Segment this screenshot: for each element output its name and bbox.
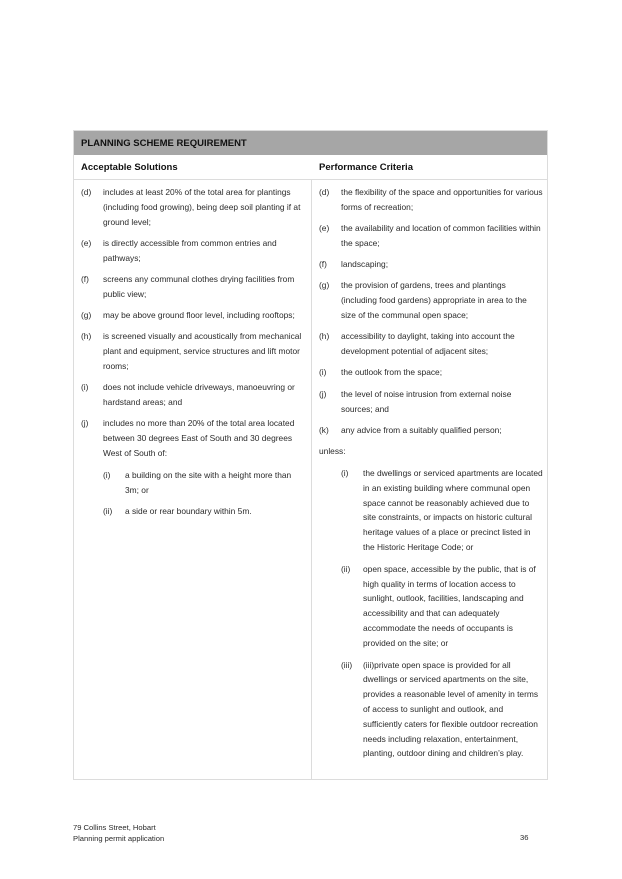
item-label: (ii) — [341, 563, 351, 574]
column-headers — [74, 155, 547, 180]
item-label: (j) — [81, 418, 89, 429]
item-label: (iii) — [341, 659, 353, 670]
table-header: PLANNING SCHEME REQUIREMENT — [74, 131, 547, 155]
acceptable-solutions-column — [81, 185, 304, 526]
performance-criteria-item — [319, 278, 543, 322]
item-text: the outlook from the space; — [341, 367, 443, 378]
item-label: (g) — [319, 280, 330, 291]
item-label: (d) — [81, 187, 92, 197]
performance-criteria-item — [319, 387, 543, 417]
acceptable-solution-subitem — [103, 468, 304, 498]
item-text: (iii)private open space is provided for all dwellings or serviced apartments on the site, provides a reasonable level of amenity in terms of access to sunlight and outlook, and sufficiently caters for flexible outdoor recreation needs including relaxation, entertainment, planting, outdoor dining and children’s play. — [363, 659, 539, 759]
page-number: 36 — [520, 833, 529, 842]
performance-criteria-subitem — [341, 562, 543, 651]
unless-text: unless: — [319, 446, 346, 457]
item-label: (j) — [319, 388, 327, 399]
item-text: may be above ground floor level, including rooftops; — [103, 310, 295, 321]
item-label: (f) — [81, 273, 89, 284]
performance-criteria-item — [319, 329, 543, 359]
performance-criteria-column — [319, 185, 543, 768]
item-text: landscaping; — [341, 259, 389, 270]
item-text: the level of noise intrusion from external noise sources; and — [341, 388, 512, 414]
acceptable-solutions-heading: Acceptable Solutions — [81, 162, 178, 173]
acceptable-solution-sublist — [103, 468, 304, 519]
item-text: does not include vehicle driveways, manoeuvring or hardstand areas; and — [103, 382, 295, 408]
item-label: (e) — [81, 237, 92, 248]
performance-criteria-subitem — [341, 658, 543, 762]
footer-document-title: Planning permit application — [73, 834, 165, 843]
item-label: (h) — [319, 331, 330, 342]
performance-criteria-item — [319, 257, 543, 272]
item-label: (e) — [319, 223, 330, 234]
item-text: includes at least 20% of the total area for plantings (including food growing), being deep soil planting if at ground level; — [103, 187, 301, 227]
item-text: is screened visually and acoustically from mechanical plant and equipment, service structures and lift motor rooms; — [103, 331, 302, 371]
acceptable-solution-item — [81, 272, 304, 302]
item-text: includes no more than 20% of the total area located between 30 degrees East of South and 30 degrees West of South of: — [103, 418, 295, 458]
acceptable-solution-subitem — [103, 504, 304, 519]
performance-criteria-heading: Performance Criteria — [319, 162, 413, 173]
item-label: (i) — [81, 382, 89, 393]
performance-criteria-item — [319, 423, 543, 438]
acceptable-solution-item — [81, 308, 304, 323]
item-text: the dwellings or serviced apartments are located in an existing building where communal open space cannot be reasonably achieved due to site constraints, or impacts on historic cultural heritage values of a place or precinct listed in the Historic Heritage Code; or — [363, 467, 543, 552]
item-label: (g) — [81, 310, 92, 321]
acceptable-solution-item — [81, 236, 304, 266]
item-label: (h) — [81, 331, 92, 342]
item-text: the flexibility of the space and opportunities for various forms of recreation; — [341, 187, 543, 212]
footer — [73, 822, 164, 844]
acceptable-solution-item — [81, 329, 304, 373]
item-label: (f) — [319, 259, 327, 270]
item-text: accessibility to daylight, taking into account the development potential of adjacent sites; — [341, 331, 515, 357]
item-text: any advice from a suitably qualified person; — [341, 424, 502, 435]
item-text: a side or rear boundary within 5m. — [125, 506, 252, 517]
item-text: screens any communal clothes drying facilities from public view; — [103, 273, 295, 299]
acceptable-solution-item — [81, 380, 304, 410]
item-label: (i) — [319, 367, 327, 378]
item-text: a building on the site with a height more than 3m; or — [125, 469, 292, 495]
performance-criteria-sublist — [341, 466, 543, 761]
acceptable-solution-item — [81, 416, 304, 460]
performance-criteria-item — [319, 365, 543, 380]
footer-address: 79 Collins Street, Hobart — [73, 823, 156, 832]
acceptable-solution-item — [81, 185, 304, 229]
performance-criteria-subitem — [341, 466, 543, 555]
item-text: is directly accessible from common entries and pathways; — [103, 237, 277, 263]
item-label: (i) — [341, 467, 349, 478]
requirements-table — [73, 130, 548, 780]
item-label: (d) — [319, 187, 330, 197]
item-label: (i) — [103, 469, 111, 480]
column-divider — [311, 179, 312, 779]
performance-criteria-item — [319, 221, 543, 251]
performance-criteria-item — [319, 185, 543, 215]
item-label: (k) — [319, 424, 329, 435]
item-text: open space, accessible by the public, that is of high quality in terms of location access to sunlight, outlook, facilities, landscaping and accessibility and that can adequately accommodate the needs of occupants is provided on the site; or — [363, 563, 536, 648]
item-text: the provision of gardens, trees and plantings (including food gardens) appropriate in area to the size of the communal open space; — [341, 280, 527, 321]
item-label: (ii) — [103, 506, 113, 517]
item-text: the availability and location of common facilities within the space; — [341, 223, 541, 248]
